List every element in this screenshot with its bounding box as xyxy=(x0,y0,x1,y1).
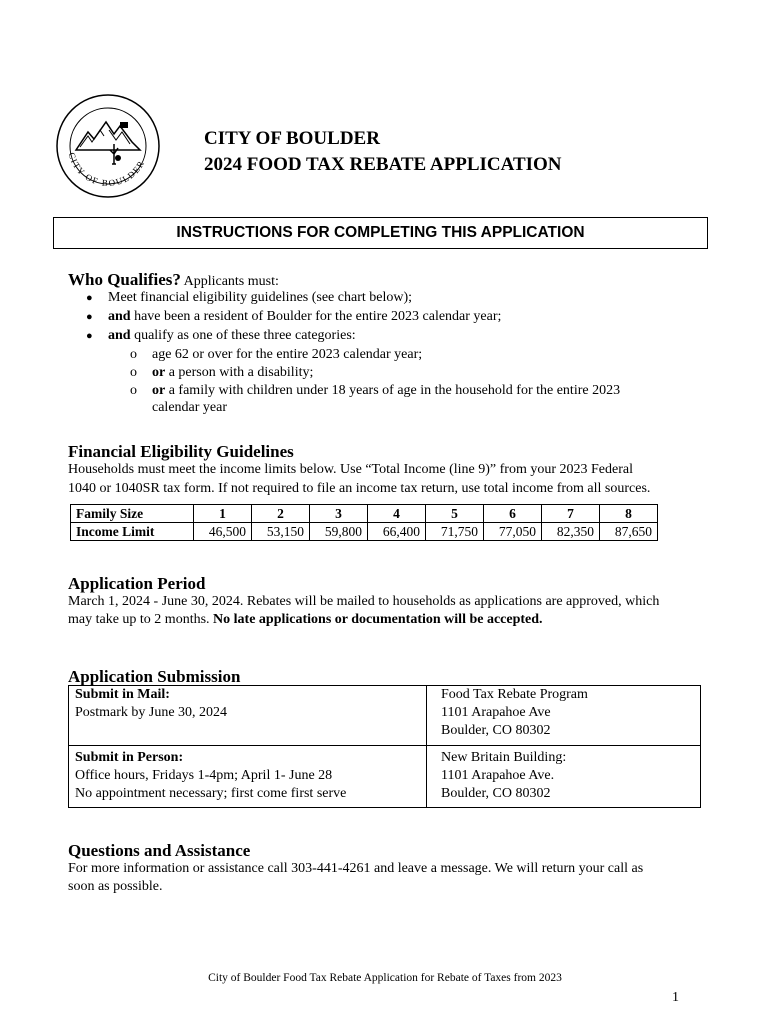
seal-text: CITY OF BOULDER xyxy=(66,151,147,189)
list-item xyxy=(86,290,413,306)
period-text-bold: No late applications or documentation will be accepted. xyxy=(213,612,543,627)
instructions-heading-box xyxy=(53,217,708,249)
circle-bullet-icon: o xyxy=(130,365,137,380)
table-cell: 71,750 xyxy=(426,523,484,541)
person-label: Submit in Person: xyxy=(75,750,184,765)
financial-heading: Financial Eligibility Guidelines xyxy=(68,442,294,461)
list-item xyxy=(86,309,502,325)
questions-heading: Questions and Assistance xyxy=(68,841,251,860)
circle-bullet-icon: o xyxy=(130,383,137,398)
who-qualifies-heading-line xyxy=(68,270,279,290)
person-address-line: 1101 Arapahoe Ave. xyxy=(441,768,555,783)
person-address-line: Boulder, CO 80302 xyxy=(441,786,551,801)
mail-detail: Postmark by June 30, 2024 xyxy=(75,705,228,720)
page-footer: City of Boulder Food Tax Rebate Application for Rebate of Taxes from 2023 xyxy=(208,972,562,984)
instructions-heading: INSTRUCTIONS FOR COMPLETING THIS APPLICATION xyxy=(176,224,585,241)
mail-address-line: Food Tax Rebate Program xyxy=(441,687,588,702)
table-cell: 6 xyxy=(484,505,542,523)
income-table xyxy=(70,504,658,541)
table-cell: 7 xyxy=(542,505,600,523)
table-cell: 8 xyxy=(600,505,658,523)
table-cell: 66,400 xyxy=(368,523,426,541)
sub-list-item-bold: or xyxy=(152,365,166,380)
list-item xyxy=(86,328,356,344)
sub-list-item xyxy=(130,347,423,363)
mail-address-line: Boulder, CO 80302 xyxy=(441,723,551,738)
sub-list-item-bold: or xyxy=(152,383,166,398)
person-address-line: New Britain Building: xyxy=(441,750,567,765)
list-item-bold: and xyxy=(108,328,131,343)
table-cell xyxy=(69,686,427,746)
person-detail: Office hours, Fridays 1-4pm; April 1- June 28 xyxy=(75,768,333,783)
list-item-bold: and xyxy=(108,309,131,324)
list-item-text: Meet financial eligibility guidelines (see chart below); xyxy=(108,290,413,305)
table-cell xyxy=(69,746,427,808)
table-cell xyxy=(427,746,701,808)
page-number: 1 xyxy=(672,990,679,1005)
sub-list-item-continuation: calendar year xyxy=(152,400,227,415)
financial-text-line2: 1040 or 1040SR tax form. If not required to file an income tax return, use total income from all sources. xyxy=(68,481,651,496)
table-cell: 53,150 xyxy=(252,523,310,541)
city-seal-logo xyxy=(54,92,162,200)
sub-list-item-text: a family with children under 18 years of age in the household for the entire 2023 xyxy=(165,383,621,398)
list-item-text: qualify as one of these three categories: xyxy=(130,328,356,343)
period-text-plain: may take up to 2 months. xyxy=(68,612,214,627)
questions-text-line1: For more information or assistance call 303-441-4261 and leave a message. We will return your call as xyxy=(68,861,644,876)
period-text-line2 xyxy=(68,612,543,628)
list-item-text: have been a resident of Boulder for the entire 2023 calendar year; xyxy=(130,309,502,324)
table-cell: 77,050 xyxy=(484,523,542,541)
sub-list-item xyxy=(130,383,621,399)
bullet-icon: ● xyxy=(86,311,93,323)
table-row xyxy=(71,523,658,541)
mail-address-line: 1101 Arapahoe Ave xyxy=(441,705,551,720)
submission-table xyxy=(68,685,701,808)
bullet-icon: ● xyxy=(86,330,93,342)
who-qualifies-intro: Applicants must: xyxy=(180,274,279,289)
sub-list-item xyxy=(130,365,314,381)
bullet-icon: ● xyxy=(86,292,93,304)
table-row-label: Family Size xyxy=(71,505,194,523)
submission-heading: Application Submission xyxy=(68,667,241,686)
table-row-label: Income Limit xyxy=(71,523,194,541)
circle-bullet-icon: o xyxy=(130,347,137,362)
period-heading: Application Period xyxy=(68,574,206,593)
table-cell: 2 xyxy=(252,505,310,523)
table-cell: 3 xyxy=(310,505,368,523)
submission-table-wrapper xyxy=(68,685,701,808)
sub-list-item-text: a person with a disability; xyxy=(165,365,314,380)
person-detail: No appointment necessary; first come first serve xyxy=(75,786,347,801)
sub-list-item-text: age 62 or over for the entire 2023 calendar year; xyxy=(152,347,423,362)
svg-text:CITY OF BOULDER xyxy=(67,151,147,188)
mail-label: Submit in Mail: xyxy=(75,687,170,702)
table-cell: 46,500 xyxy=(194,523,252,541)
table-row xyxy=(69,686,701,746)
table-row xyxy=(71,505,658,523)
table-cell: 59,800 xyxy=(310,523,368,541)
income-table-wrapper xyxy=(70,504,658,541)
table-cell: 4 xyxy=(368,505,426,523)
table-cell: 87,650 xyxy=(600,523,658,541)
table-cell: 5 xyxy=(426,505,484,523)
table-cell: 82,350 xyxy=(542,523,600,541)
table-cell xyxy=(427,686,701,746)
page-title-line2: 2024 FOOD TAX REBATE APPLICATION xyxy=(204,154,562,175)
page-title-line1: CITY OF BOULDER xyxy=(204,128,380,149)
questions-text-line2: soon as possible. xyxy=(68,879,163,894)
who-qualifies-heading: Who Qualifies? xyxy=(68,270,181,289)
financial-text-line1: Households must meet the income limits below. Use “Total Income (line 9)” from your 2023 Federal xyxy=(68,462,633,477)
table-cell: 1 xyxy=(194,505,252,523)
table-row xyxy=(69,746,701,808)
period-text-line1: March 1, 2024 - June 30, 2024. Rebates will be mailed to households as applications are approved, which xyxy=(68,594,660,609)
